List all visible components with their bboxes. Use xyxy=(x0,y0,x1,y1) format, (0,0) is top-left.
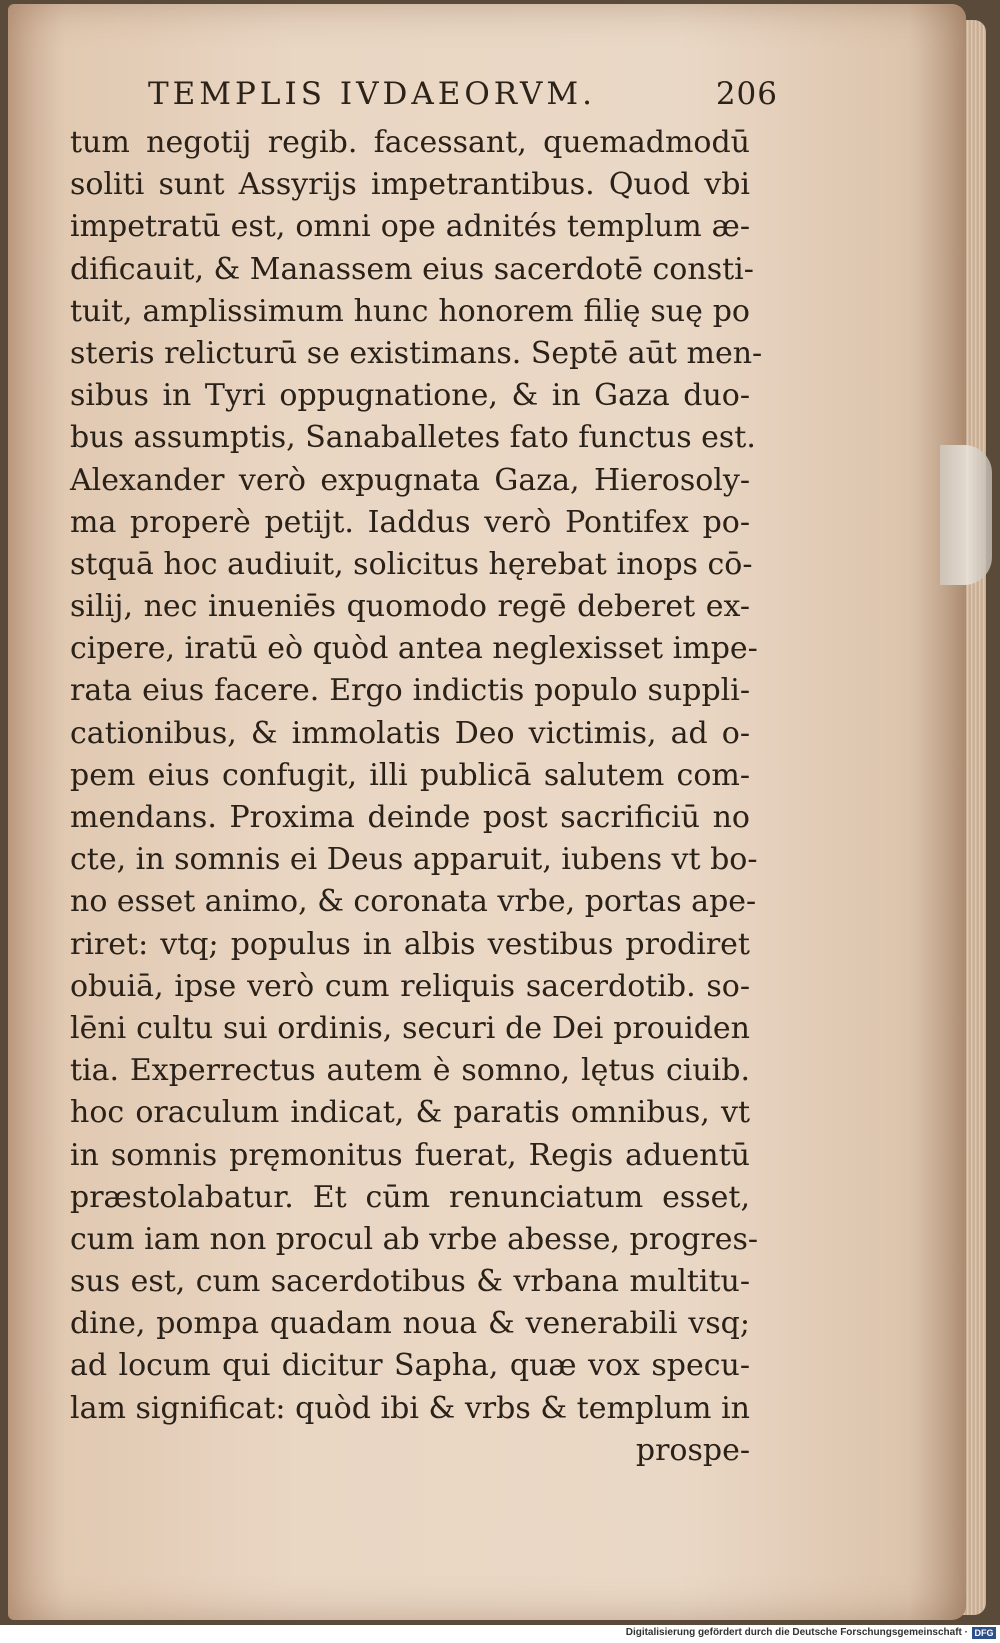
text-line: mendans. Proxima deinde post sacrificiū no xyxy=(70,800,750,835)
text-line: dificauit, & Manassem eius sacerdotē consti- xyxy=(70,251,754,287)
text-line: lam significat: quòd ibi & vrbs & templum in xyxy=(70,1390,750,1426)
text-line: præstolabatur. Et cūm renunciatum esset, xyxy=(70,1179,750,1215)
text-line: bus assumptis, Sanaballetes fato functus est. xyxy=(70,420,756,456)
text-line: cte, in somnis ei Deus apparuit, iubens vt bo- xyxy=(70,842,758,878)
text-line: soliti sunt Assyrijs impetrantibus. Quod vbi xyxy=(70,167,750,203)
running-title: TEMPLIS IVDAEORVM. xyxy=(148,76,596,112)
text-line: cationibus, & immolatis Deo victimis, ad o- xyxy=(70,715,750,751)
text-line: hoc oraculum indicat, & paratis omnibus, vt xyxy=(70,1095,750,1131)
text-line: impetratū est, omni ope adnités templum æ- xyxy=(70,209,750,245)
text-line: obuiā, ipse verò cum reliquis sacerdotib. so- xyxy=(70,968,750,1004)
text-line: steris relicturū se existimans. Septē aūt men- xyxy=(70,335,763,371)
text-line: tuit, amplissimum hunc honorem filię suę po xyxy=(70,293,750,329)
text-line: dine, pompa quadam noua & venerabili vsq; xyxy=(70,1306,750,1342)
text-line: in somnis pręmonitus fuerat, Regis aduentū xyxy=(70,1137,750,1173)
page-header xyxy=(138,76,778,120)
text-line: ma properè petijt. Iaddus verò Pontifex po- xyxy=(70,504,750,540)
text-line: riret: vtq; populus in albis vestibus prodiret xyxy=(70,926,750,962)
text-line: tum negotij regib. facessant, quemadmodū xyxy=(70,125,750,160)
text-line: cum iam non procul ab vrbe abesse, progres- xyxy=(70,1221,758,1257)
page-number: 206 xyxy=(715,76,778,112)
text-line: silij, nec inueniēs quomodo regē deberet ex- xyxy=(70,589,750,625)
text-line: rata eius facere. Ergo indictis populo suppli- xyxy=(70,673,750,709)
text-line: ad locum qui dicitur Sapha, quæ vox specu- xyxy=(70,1348,750,1384)
dfg-logo: DFG xyxy=(972,1627,996,1639)
page-tab-marker xyxy=(940,445,992,585)
text-line: sus est, cum sacerdotibus & vrbana multitu- xyxy=(70,1264,750,1300)
text-line: stquā hoc audiuit, solicitus hęrebat inops cō- xyxy=(70,546,753,582)
funding-note: Digitalisierung gefördert durch die Deutsche Forschungsgemeinschaft · xyxy=(625,1627,968,1638)
text-line: prospe- xyxy=(635,1432,750,1468)
text-line: tia. Experrectus autem è somno, lętus ciuib. xyxy=(70,1053,750,1089)
text-line: Alexander verò expugnata Gaza, Hierosoly- xyxy=(70,462,750,498)
text-line: pem eius confugit, illi publicā salutem com- xyxy=(70,757,750,793)
book-page xyxy=(8,4,966,1620)
text-line: cipere, iratū eò quòd antea neglexisset impe- xyxy=(70,631,758,667)
text-line: lēni cultu sui ordinis, securi de Dei prouiden xyxy=(70,1010,750,1046)
body-text xyxy=(70,122,763,1472)
text-line: no esset animo, & coronata vrbe, portas ape- xyxy=(70,884,757,920)
text-line: sibus in Tyri oppugnatione, & in Gaza duo- xyxy=(70,378,750,414)
